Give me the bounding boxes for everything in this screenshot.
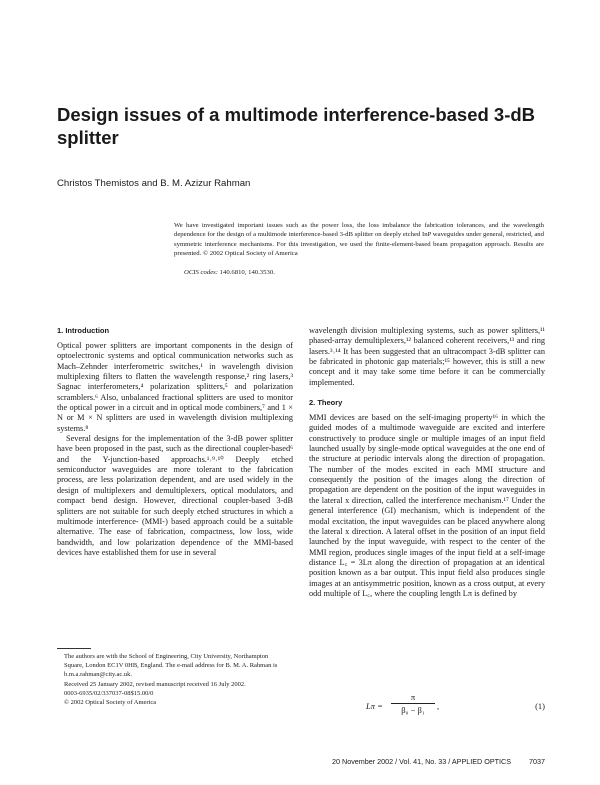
equation-number: (1): [535, 701, 545, 711]
author-list: Christos Themistos and B. M. Azizur Rahman: [57, 178, 251, 189]
equation-fraction: [391, 692, 435, 715]
theory-heading: 2. Theory: [309, 398, 343, 408]
ocis-codes: [184, 269, 275, 276]
footnote-affiliation: The authors are with the School of Engineering, City University, Northampton Square, London EC1V 0HB, England. The e-mail address for B. M. A. Rahman is b.m.a.rahman@city.ac.uk.: [64, 653, 278, 679]
equation-lhs: Lπ =: [366, 701, 383, 711]
ocis-values: 140.6810, 140.3530.: [219, 269, 275, 276]
intro-paragraph-3: wavelength division multiplexing systems, such as power splitters,¹¹ phased-array demultiplexers,¹² balanced coherent receivers,¹³ and ring lasers.³˒¹⁴ It has been suggested that an ultracompact 3-dB splitter can be fabricated in photonic gap materials;¹⁵ however, this is still a new concept and it may take some time before it can be commercially implemented.: [309, 326, 545, 387]
journal-info: 20 November 2002 / Vol. 41, No. 33 / APPLIED OPTICS: [332, 757, 511, 766]
intro-heading: 1. Introduction: [57, 326, 110, 335]
left-column: [57, 326, 293, 558]
page-footer: [316, 757, 545, 766]
footnotes: [57, 652, 287, 707]
paper-title: Design issues of a multimode interference-based 3-dB splitter: [57, 104, 536, 148]
equation-denominator: β₀ − β₁: [401, 705, 425, 715]
equation-numerator: π: [391, 692, 435, 704]
footnote-code: 0003-6935/02/337037-08$15.00/0: [64, 689, 154, 697]
page-number: 7037: [529, 757, 545, 766]
intro-paragraph-2: Several designs for the implementation of the 3-dB power splitter have been proposed in the past, such as the directional coupler-based⁶ and the Y-junction-based approachs.¹˒⁹˒¹⁰ Deeply etched semiconductor waveguides are more tolerant to the fabrication process, are less polarization dependent, and are used widely in the design of multiplexers and demultiplexers, optical modulators, and compact bend design. However, directional coupler-based 3-dB splitters are not suitable for such deeply etched structures in which a multimode interference- (MMI-) based approach could be a suitable alternative. The ease of fabrication, compactness, low loss, wide bandwidth, and low polarization dependence of the MMI-based devices have established them for use in several: [57, 434, 293, 557]
equation-comma: ,: [437, 701, 440, 711]
equation-1: [309, 692, 545, 718]
right-column: [309, 326, 545, 599]
footnote-rule: [57, 648, 91, 649]
ocis-label: OCIS codes:: [184, 269, 218, 276]
footnote-copyright: © 2002 Optical Society of America: [64, 699, 157, 707]
abstract: We have investigated important issues such as the power loss, the loss imbalance the fabrication tolerances, and the wavelength dependence for the design of a multimode interference-based 3-dB splitter on deeply etched InP waveguides under general, restricted, and symmetric interference mechanisms. For this investigation, we used the finite-element-based beam propagation approach. Results are presented. © 2002 Optical Society of America: [174, 222, 544, 257]
intro-paragraph-1: Optical power splitters are important components in the design of optoelectronic systems and optical communication networks such as Mach–Zehnder interferometric switches,¹ in wavelength division multiplexing filters to flatten the wavelength response,² ring lasers,³ Sagnac interferometers,⁴ polarization splitters,⁵ and polarization scramblers.⁶ Also, unbalanced fractional splitters are used to monitor the optical power in a circuit and in optical mode combiners,⁷ and 1 × N or M × N splitters are used in wavelength division multiplexing systems.⁸: [57, 341, 293, 433]
footnote-received: Received 25 January 2002, revised manuscript received 16 July 2002.: [64, 680, 246, 688]
theory-paragraph-1: MMI devices are based on the self-imaging property¹⁶ in which the guided modes of a multimode waveguide are excited and interfere constructively to produce single or multiple images of an input field launched usually by single-mode optical waveguides at the one end of the structure at periodic intervals along the direction of propagation. The number of the modes excited in each MMI structure and consequently the position of the images along the direction of propagation are dependent on the position of the input waveguides in the lateral x direction, called the interference mechanism.¹⁷ Under the general interference (GI) mechanism, which is independent of the modal excitation, the input waveguides can be placed anywhere along the lateral x direction. A lateral offset in the position of an input field launched by the input waveguide, with respect to the center of the MMI region, produces single images of the input field at a self-image distance L꜀ = 3Lπ along the direction of propagation at an identical position known as a bar output. This input field also produces single images at an antisymmetric position, known as a cross output, at every odd multiple of L꜀, where the coupling length Lπ is defined by: [309, 413, 545, 598]
